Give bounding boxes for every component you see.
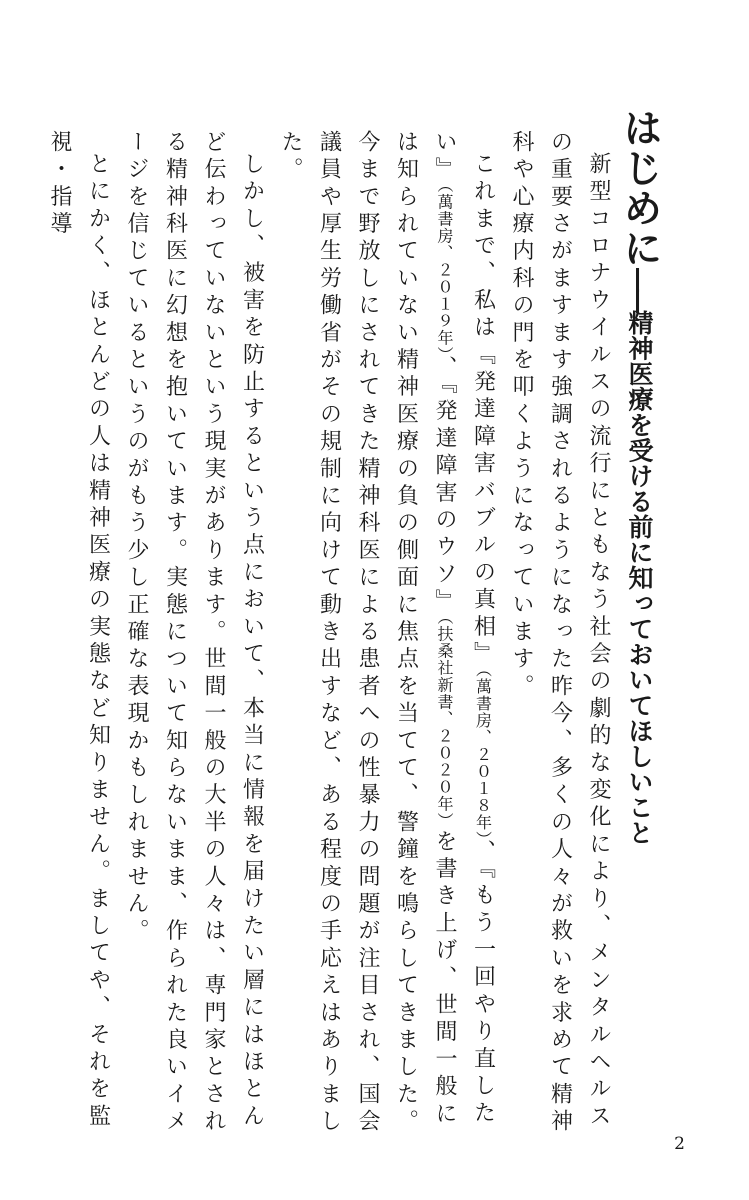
chapter-title: はじめに: [617, 108, 662, 268]
publication-note: （萬書房、２０１８年）: [473, 668, 493, 840]
publication-note: （扶桑社新書、２０２０年）: [435, 616, 454, 830]
chapter-heading: [611, 108, 667, 846]
chapter-subtitle: 精神医療を受ける前に知っておいてほしいこと: [625, 310, 654, 846]
paragraph-2-part: これまで、私は『発達障害バブルの真相』: [470, 152, 496, 669]
paragraph-4: とにかく、ほとんどの人は精神医療の実態など知りません。ましてや、それを監視・指導: [47, 130, 111, 1132]
paragraph-2-part: 、『発達障害のウソ』: [432, 355, 457, 617]
paragraph-1: 新型コロナウイルスの流行にともなう社会の劇的な変化により、メンタルヘルスの重要さがますます強調されるようになった昨今、多くの人々が救いを求めて精神科や心療内科の門を叩くようになっています。: [509, 130, 611, 1137]
paragraph-3: しかし、被害を防止するという点において、本当に情報を届けたい層にはほとんど伝わっていないという現実があります。世間一般の大半の人々は、専門家とされる精神科医に幻想を抱いています。実態について知らないまま、作られた良いイメージを信じているというのがもう少し正確な表現かもしれません。: [124, 130, 265, 1137]
title-dash: ――: [625, 268, 653, 310]
page-number: 2: [674, 1134, 685, 1154]
publication-note: （萬書房、２０１９年）: [435, 184, 454, 356]
paragraph-2-part: を書き上げ、世間一般には知られていない精神医療の負の側面に焦点を当てて、警鐘を鳴らしてきました。今まで野放しにされてきた精神科医による患者への性暴力の問題が注目され、国会議員や厚生労働省がその規制に向けて動き出すなど、ある程度の手応えはありました。: [278, 130, 457, 1137]
paragraph-2-part: 、『もう一回やり直したい』: [432, 130, 496, 1129]
paragraph-2: [271, 130, 502, 1150]
body-text: [40, 130, 618, 1150]
